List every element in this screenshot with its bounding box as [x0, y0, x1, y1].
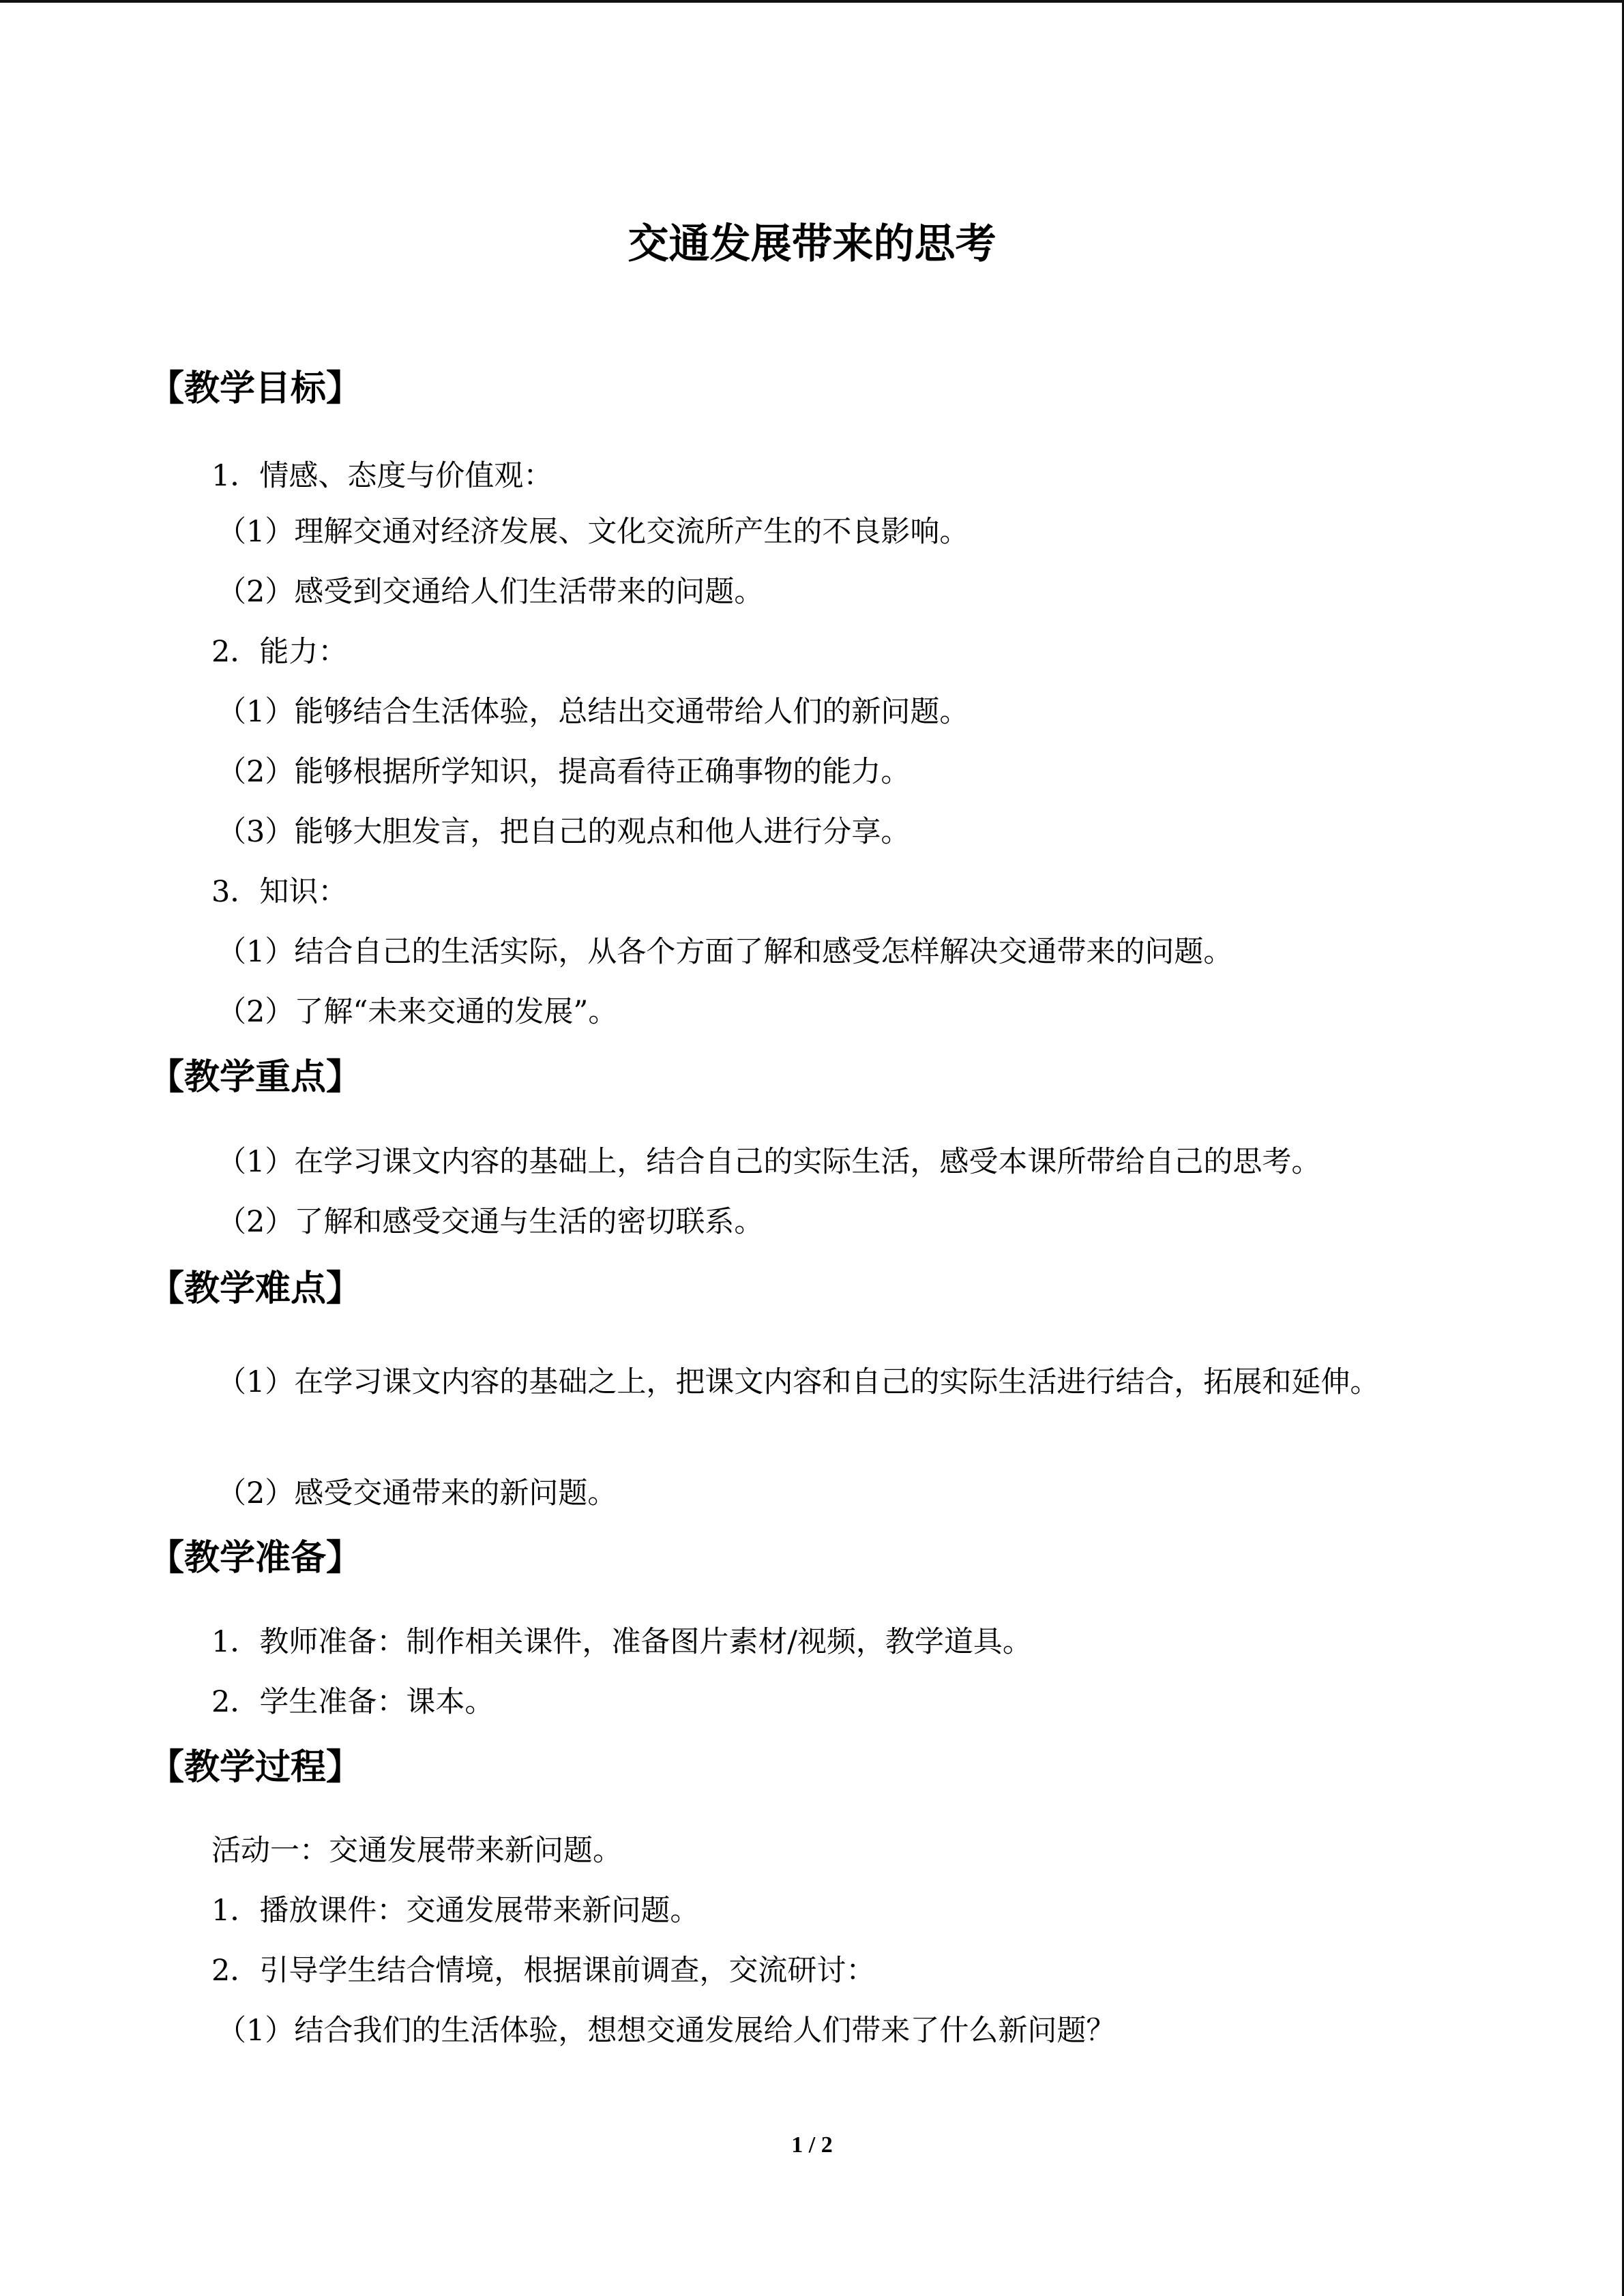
document-title: 交通发展带来的思考: [628, 220, 996, 268]
list-item: （1）在学习课文内容的基础上，结合自己的实际生活，感受本课所带给自己的思考。: [217, 1145, 1321, 1179]
list-item: （1）能够结合生活体验，总结出交通带给人们的新问题。: [217, 695, 969, 729]
page-top-border: [0, 0, 1624, 3]
list-item: （2）感受到交通给人们生活带来的问题。: [217, 575, 764, 609]
list-item: （1）结合我们的生活体验，想想交通发展给人们带来了什么新问题？: [217, 2014, 1116, 2048]
list-item: 活动一：交通发展带来新问题。: [211, 1834, 622, 1868]
list-item: （1）结合自己的生活实际，从各个方面了解和感受怎样解决交通带来的问题。: [217, 935, 1233, 969]
page-indicator: 1 / 2: [791, 2132, 833, 2158]
section-heading-difficulties: 【教学难点】: [149, 1268, 362, 1309]
list-item: 1．播放课件：交通发展带来新问题。: [211, 1894, 700, 1928]
list-item: 1．情感、态度与价值观：: [211, 459, 553, 493]
list-item: （3）能够大胆发言，把自己的观点和他人进行分享。: [217, 815, 911, 849]
list-item: 2．学生准备：课本。: [211, 1685, 494, 1719]
section-heading-process: 【教学过程】: [149, 1747, 362, 1788]
list-item: （2）了解和感受交通与生活的密切联系。: [217, 1205, 764, 1239]
list-item: 3．知识：: [211, 875, 348, 909]
list-item: 1．教师准备：制作相关课件，准备图片素材/视频，教学道具。: [211, 1625, 1032, 1659]
section-heading-key-points: 【教学重点】: [149, 1057, 362, 1098]
section-heading-objectives: 【教学目标】: [149, 368, 362, 409]
list-item: （2）能够根据所学知识，提高看待正确事物的能力。: [217, 755, 911, 789]
list-item: （1）理解交通对经济发展、文化交流所产生的不良影响。: [217, 515, 969, 549]
list-item: （2）感受交通带来的新问题。: [217, 1476, 617, 1510]
paragraph: （1）在学习课文内容的基础之上，把课文内容和自己的实际生活进行结合，拓展和延伸。: [217, 1365, 1380, 1399]
list-item: （2）了解“未来交通的发展”。: [217, 995, 618, 1029]
list-item: 2．引导学生结合情境，根据课前调查，交流研讨：: [211, 1954, 876, 1988]
section-heading-preparation: 【教学准备】: [149, 1538, 362, 1579]
list-item: 2．能力：: [211, 635, 348, 669]
